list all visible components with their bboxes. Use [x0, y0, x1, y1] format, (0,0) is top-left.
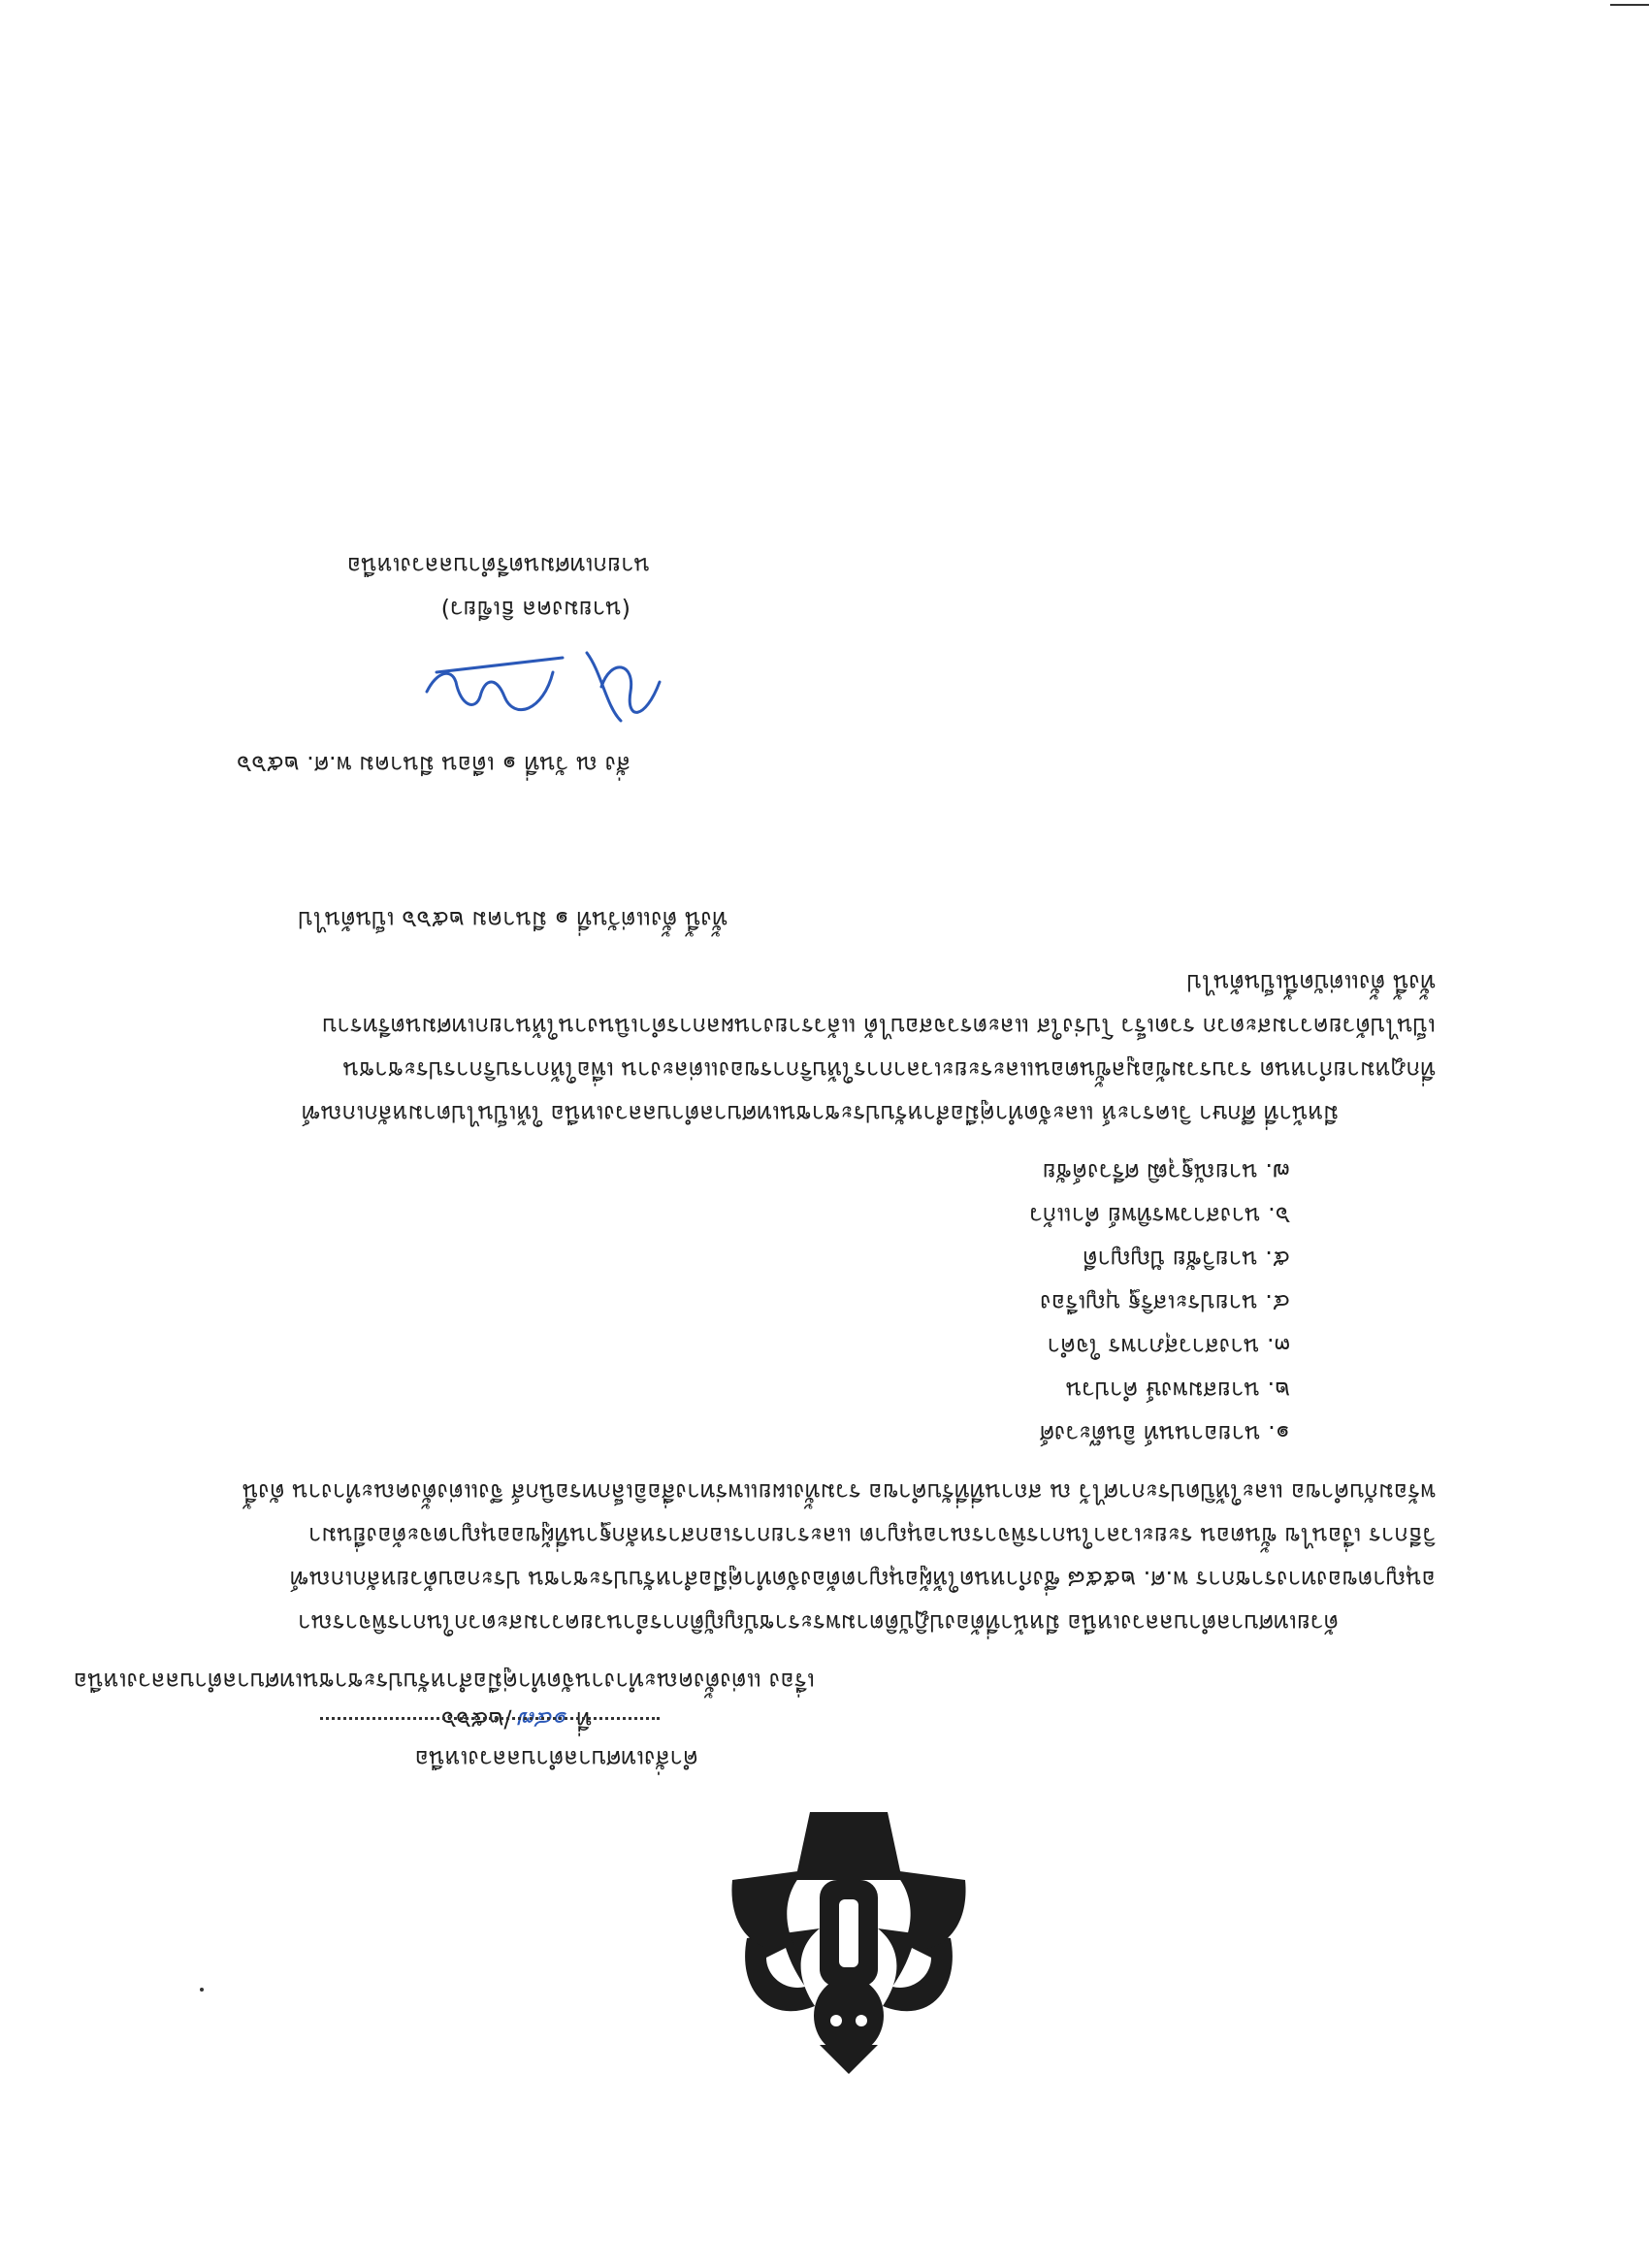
handwritten-signature-icon	[407, 633, 679, 750]
garuda-emblem-icon	[728, 1812, 970, 2074]
signer-position: นายกเทศมนตรีตำบลลวงเหนือ	[346, 552, 650, 579]
order-number-handwritten: ๑๔๗	[519, 1706, 569, 1733]
scan-speck	[200, 1988, 204, 1992]
member-6: ๖. นางสาวพรทิพย์ คำแก้ว	[1029, 1202, 1290, 1229]
duty-line-2: ที่กฎหมายกำหนด รวบรวมข้อมูลขั้นตอนและระยะเวลาการให้บริการของแต่ละงาน เพื่อให้การบริการประชาชน	[342, 1056, 1436, 1084]
effective-date: ทั้งนี้ ตั้งแต่วันที่ ๑ มีนาคม ๒๕๖๖ เป็นต้นไป	[298, 906, 728, 933]
intro-line-3: วิธีการ เงื่อนไข ขั้นตอน ระยะเวลาในการพิจารณาอนุญาต และรายการเอกสารหลักฐานที่ผู้ขออนุญาตจะต้องยื่นมา	[307, 1522, 1436, 1549]
intro-line-4: พร้อมกับคำขอ และให้ปิดประกาศไว้ ณ สถานที่ที่รับคำขอ รวมทั้งเผยแพร่ทางสื่ออิเล็กทรอนิกส์ จึงแต่งตั้งคณะทำงาน ดังนี้	[242, 1478, 1436, 1506]
duty-line-3: เป็นไปด้วยความสะดวก รวดเร็ว โปร่งใส และตรวจสอบได้ แล้วรายงานผลการดำเนินงานให้นายกเทศมนตรีทราบ	[322, 1013, 1436, 1040]
duty-line-1: มีหน้าที่ ศึกษา วิเคราะห์ และจัดทำคู่มือสำหรับประชาชนเทศบาลตำบลลวงเหนือ ให้เป็นไปตามหลักเกณฑ์	[301, 1100, 1339, 1127]
member-2: ๒. นายสมพงษ์ คำปวน	[1065, 1377, 1290, 1404]
signer-name: (นายมงคล ธิเขียว)	[440, 596, 630, 623]
order-number-prefix: ที่	[576, 1706, 592, 1733]
member-1: ๑. นายอานนท์ อินต๊ะวงศ์	[1039, 1420, 1290, 1447]
member-5: ๕. นายวิชัย ปัญญาดี	[1082, 1246, 1290, 1273]
member-7: ๗. นายณัฐวุฒิ ศรีวงค์ชัย	[1042, 1158, 1290, 1185]
intro-line-1: ด้วยเทศบาลตำบลลวงเหนือ มีหน้าที่ต้องปฏิบัติตามพระราชบัญญัติการอำนวยความสะดวกในการพิจารณา	[298, 1609, 1339, 1636]
duty-line-4: ทั้งนี้ ตั้งแต่บัดนี้เป็นต้นไป	[1186, 969, 1436, 996]
intro-line-2: อนุญาตของทางราชการ พ.ศ. ๒๕๕๘ ซึ่งกำหนดให้ผู้อนุญาตต้องจัดทำคู่มือสำหรับประชาชน ประกอบด้วยหลักเกณฑ์	[289, 1566, 1436, 1593]
order-number	[441, 1701, 592, 1739]
member-4: ๔. นายประเสริฐ บุญเรือง	[1040, 1289, 1290, 1316]
order-title: คำสั่งเทศบาลตำบลลวงเหนือ	[414, 1745, 698, 1772]
member-3: ๓. นางสาวสุภาพร ใจคำ	[1047, 1333, 1290, 1360]
header-divider	[320, 1717, 660, 1720]
order-number-year: /๒๕๖๖	[440, 1706, 512, 1733]
scan-edge-mark	[1610, 4, 1649, 6]
order-date: สั่ง ณ วันที่ ๑ เดือน มีนาคม พ.ศ. ๒๕๖๖	[237, 751, 630, 778]
order-subject: เรื่อง แต่งตั้งคณะทำงานจัดทำคู่มือสำหรับประชาชนเทศบาลตำบลลวงเหนือ	[73, 1668, 815, 1695]
